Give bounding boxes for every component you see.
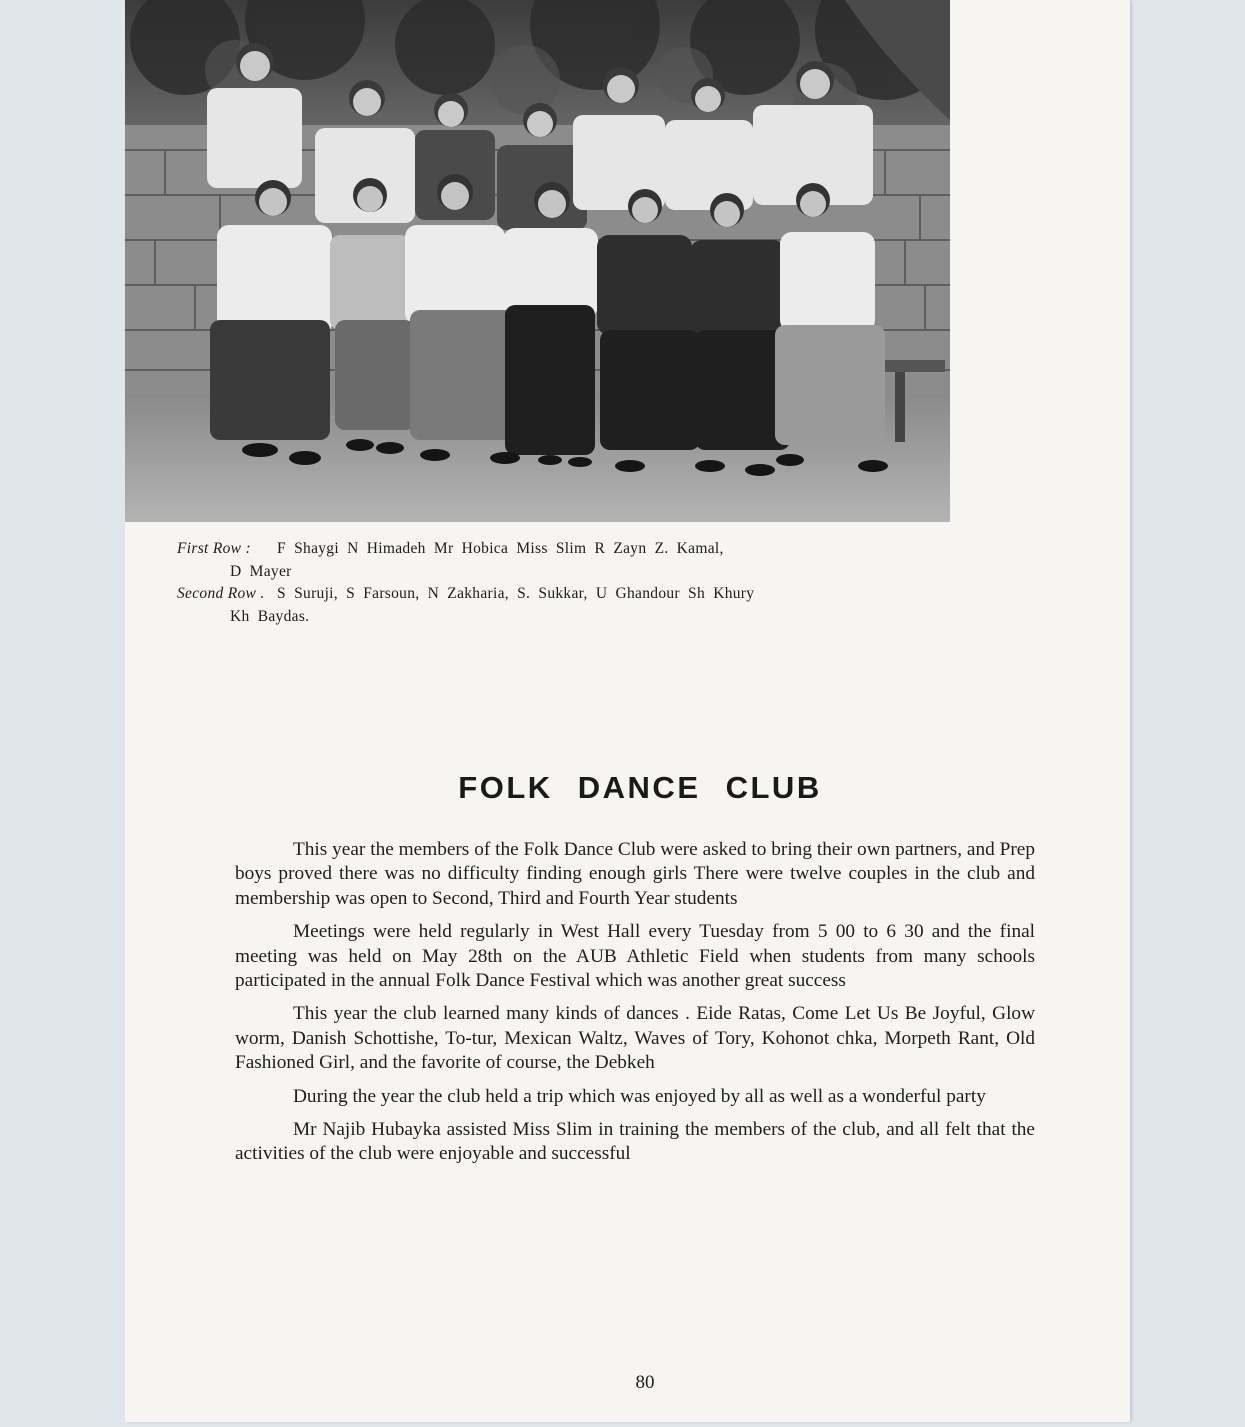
page-number: 80: [635, 1372, 655, 1393]
first-row-label: First Row :: [177, 540, 251, 557]
paragraph: During the year the club held a trip which was enjoyed by all as well as a wonderful party: [293, 1085, 986, 1107]
photo-caption: [177, 538, 917, 628]
second-row-continuation: Kh Baydas.: [230, 607, 310, 625]
yearbook-page: [125, 0, 1130, 1422]
paragraph: This year the club learned many kinds of dances . Eide Ratas, Come Let Us Be Joyful, Glow worm, Danish Schottishe, To-tur, Mexican Waltz, Waves of Tory, Kohonot chka, Morpeth Rant, Old Fashioned Girl, and the favorite of course, the Debkeh: [235, 1003, 1035, 1074]
caption-second-row: [177, 583, 917, 606]
article-body: [235, 838, 1035, 1176]
first-row-names: F Shaygi N Himadeh Mr Hobica Miss Slim R Zayn Z. Kamal,: [277, 540, 724, 557]
caption-first-row: [177, 538, 917, 561]
second-row-label: Second Row .: [177, 585, 265, 602]
page-title: FOLK DANCE CLUB: [458, 770, 822, 805]
first-row-continuation: D Mayer: [230, 562, 292, 580]
paragraph: Meetings were held regularly in West Hall every Tuesday from 5 00 to 6 30 and the final meeting was held on May 28th on the AUB Athletic Field when students from many schools participated in the annual Folk Dance Festival which was another great success: [235, 921, 1035, 992]
group-photo: [125, 0, 950, 522]
second-row-names: S Suruji, S Farsoun, N Zakharia, S. Sukkar, U Ghandour Sh Khury: [277, 585, 755, 602]
paragraph: This year the members of the Folk Dance Club were asked to bring their own partners, and Prep boys proved there was no difficulty finding enough girls There were twelve couples in the club and membership was open to Second, Third and Fourth Year students: [235, 839, 1035, 909]
paragraph: Mr Najib Hubayka assisted Miss Slim in training the members of the club, and all felt that the activities of the club were enjoyable and successful: [235, 1119, 1035, 1165]
group-photo-image: [125, 0, 950, 522]
